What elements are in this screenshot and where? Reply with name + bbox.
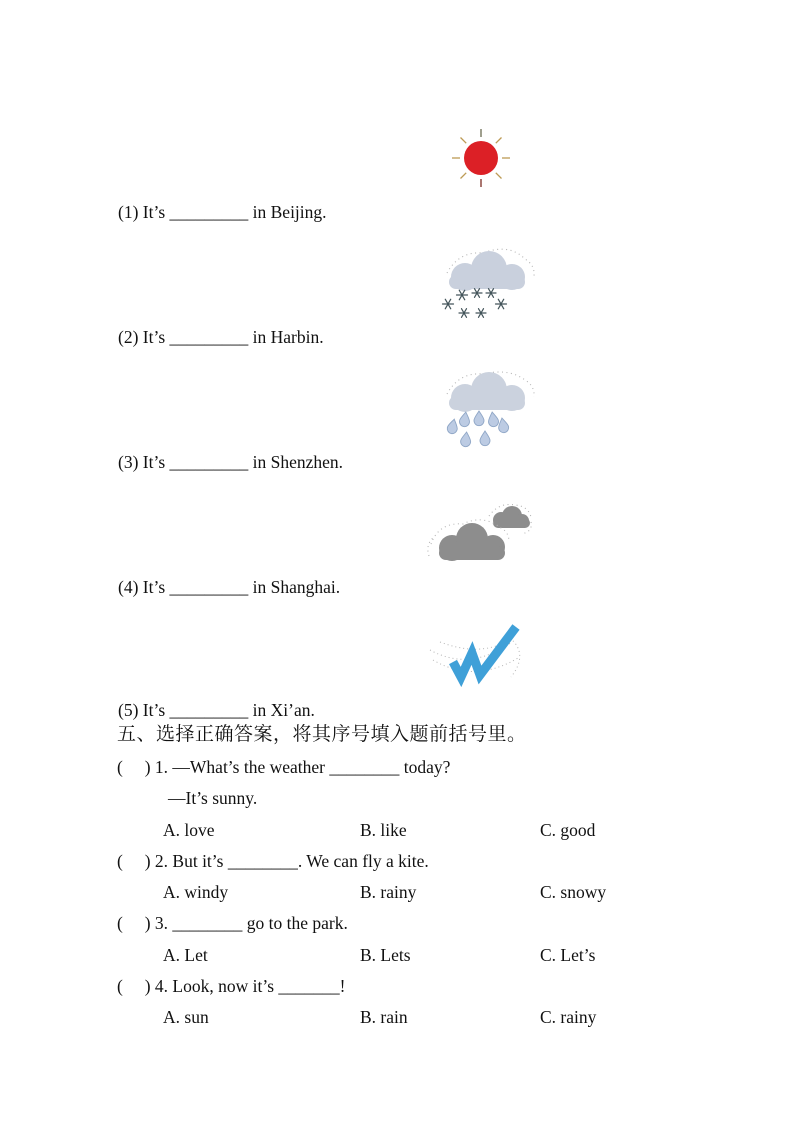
- mc-question-1-line2: —It’s sunny.: [168, 788, 258, 808]
- fill-in-item-2: (2) It’s _________ in Harbin.: [118, 327, 324, 347]
- mc-question-2-option-c: C. snowy: [540, 882, 607, 902]
- mc-question-3-option-c: C. Let’s: [540, 945, 596, 965]
- mc-question-2-line1: ( ) 2. But it’s ________. We can fly a kite.: [117, 851, 429, 871]
- mc-question-1-option-a: A. love: [163, 820, 215, 840]
- mc-question-4-option-c: C. rainy: [540, 1007, 597, 1027]
- sunny-icon: [450, 128, 514, 188]
- mc-question-4-option-a: A. sun: [163, 1007, 209, 1027]
- windy-icon: [428, 622, 533, 687]
- mc-question-1-line1: ( ) 1. —What’s the weather ________ today?: [117, 757, 451, 777]
- mc-question-2-option-a: A. windy: [163, 882, 229, 902]
- snowy-icon: [435, 243, 545, 325]
- rainy-icon: [435, 368, 545, 453]
- fill-in-item-4: (4) It’s _________ in Shanghai.: [118, 577, 341, 597]
- mc-question-1-option-b: B. like: [360, 820, 407, 840]
- mc-question-4-line1: ( ) 4. Look, now it’s _______!: [117, 976, 346, 996]
- mc-question-2-option-b: B. rainy: [360, 882, 417, 902]
- mc-question-3-option-a: A. Let: [163, 945, 208, 965]
- fill-in-item-5: (5) It’s _________ in Xi’an.: [118, 700, 315, 720]
- cloudy-icon: [425, 500, 540, 572]
- mc-question-3-line1: ( ) 3. ________ go to the park.: [117, 913, 348, 933]
- fill-in-item-3: (3) It’s _________ in Shenzhen.: [118, 452, 344, 472]
- section-heading: 五、选择正确答案，将其序号填入题前括号里。: [117, 724, 527, 745]
- mc-question-4-option-b: B. rain: [360, 1007, 408, 1027]
- mc-question-1-option-c: C. good: [540, 820, 596, 840]
- fill-in-item-1: (1) It’s _________ in Beijing.: [118, 202, 327, 222]
- mc-question-3-option-b: B. Lets: [360, 945, 411, 965]
